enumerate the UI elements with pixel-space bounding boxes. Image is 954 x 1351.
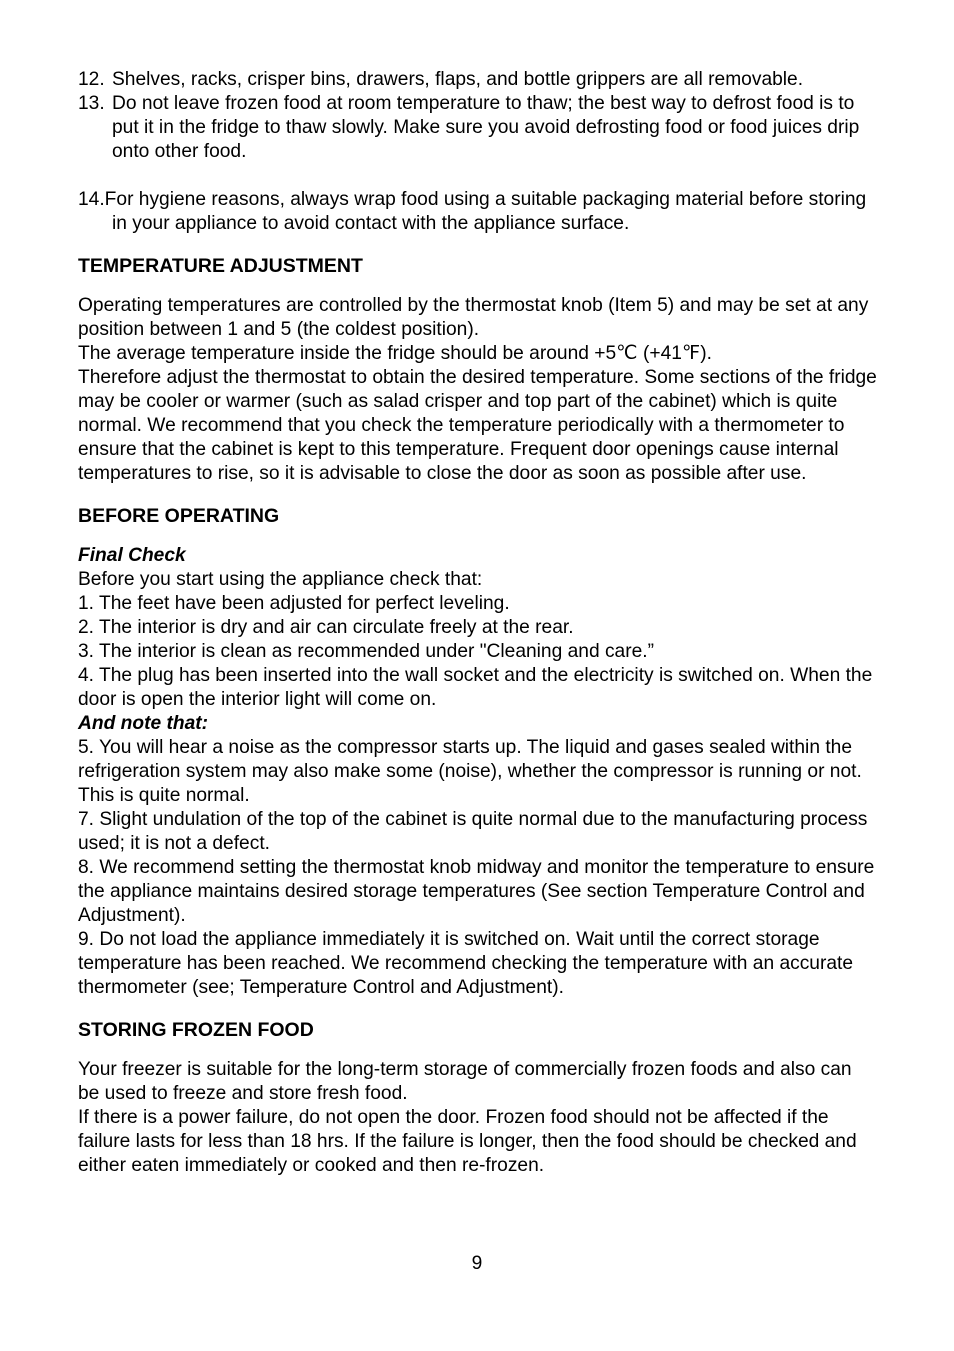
item-number: 13. [78,93,105,114]
item-text: Do not leave frozen food at room temperature to thaw; the best way to defrost food is to put it in the fridge to thaw slowly. Make sure you avoid defrosting food or food juices drip onto other food. [112,93,860,162]
section-heading: STORING FROZEN FOOD [78,1019,314,1041]
list-item-12 [78,68,878,92]
section-heading: BEFORE OPERATING [78,505,280,527]
paragraph: If there is a power failure, do not open the door. Frozen food should not be affected if the failure lasts for less than 18 hrs. If the failure is longer, then the food should be checked and either eaten immediately or cooked and then re-frozen. [78,1107,857,1176]
subheading: Final Check [78,545,186,566]
item-number: 12. [78,69,105,90]
storing-frozen-food-section [78,1018,878,1178]
section-heading: TEMPERATURE ADJUSTMENT [78,255,363,277]
paragraph: 4. The plug has been inserted into the wall socket and the electricity is switched on. When the door is open the interior light will come on. [78,665,873,710]
list-item-13 [78,92,878,164]
before-operating-section [78,504,878,1000]
temperature-section [78,254,878,486]
paragraph: 5. You will hear a noise as the compressor starts up. The liquid and gases sealed within the refrigeration system may also make some (noise), whether the compressor is running or not. This is quite normal. [78,737,862,806]
subheading: And note that: [78,713,209,734]
paragraph: Therefore adjust the thermostat to obtain the desired temperature. Some sections of the fridge may be cooler or warmer (such as salad crisper and top part of the cabinet) which is quite normal. We recommend that you check the temperature periodically with a thermometer to ensure that the cabinet is kept to this temperature. Frequent door openings cause internal temperatures to rise, so it is advisable to close the door as soon as possible after use. [78,367,877,484]
paragraph: 3. The interior is clean as recommended under "Cleaning and care.” [78,641,654,662]
paragraph: 1. The feet have been adjusted for perfect leveling. [78,593,510,614]
paragraph: 9. Do not load the appliance immediately it is switched on. Wait until the correct storage temperature has been reached. We recommend checking the temperature with an accurate thermometer (see; Temperature Control and Adjustment). [78,929,854,998]
paragraph: 7. Slight undulation of the top of the cabinet is quite normal due to the manufacturing process used; it is not a defect. [78,809,868,854]
paragraph: The average temperature inside the fridge should be around +5℃ (+41℉). [78,343,712,364]
page-number: 9 [471,1253,483,1274]
paragraph: Before you start using the appliance check that: [78,569,483,590]
list-item-14: 14.For hygiene reasons, always wrap food using a suitable packaging material before storing in your appliance to avoid contact with the appliance surface. [78,189,867,234]
paragraph: 2. The interior is dry and air can circulate freely at the rear. [78,617,574,638]
item-text: Shelves, racks, crisper bins, drawers, flaps, and bottle grippers are all removable. [112,69,804,90]
paragraph: Operating temperatures are controlled by the thermostat knob (Item 5) and may be set at any position between 1 and 5 (the coldest position). [78,295,869,340]
manual-page [78,68,878,1178]
paragraph: 8. We recommend setting the thermostat knob midway and monitor the temperature to ensure the appliance maintains desired storage temperatures (See section Temperature Control and Adjustment). [78,857,875,926]
paragraph: Your freezer is suitable for the long-term storage of commercially frozen foods and also can be used to freeze and store fresh food. [78,1059,852,1104]
